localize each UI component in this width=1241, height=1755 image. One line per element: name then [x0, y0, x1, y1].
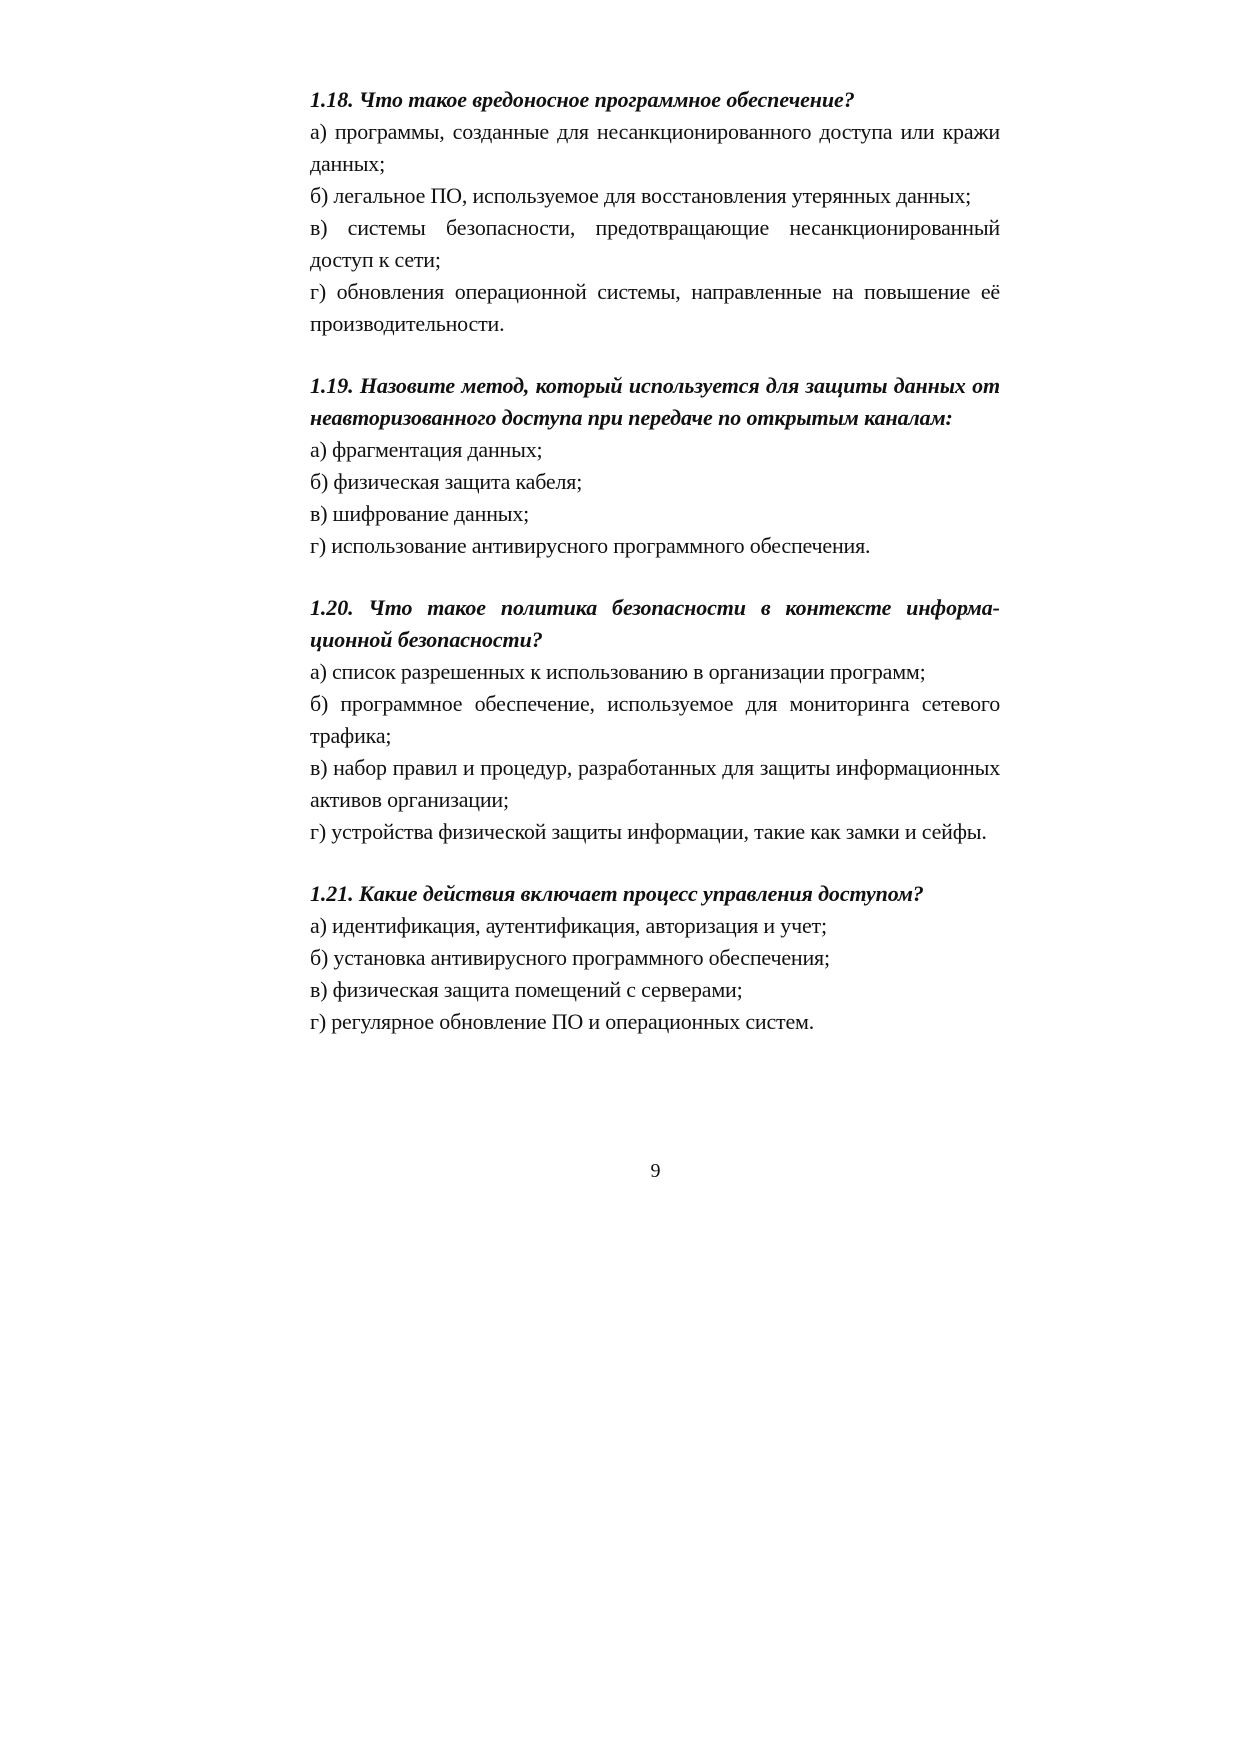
answer-option: в) набор правил и процедур, разработанных для защиты информационных активов организации; [310, 755, 1000, 812]
answer-option: а) фрагментация данных; [310, 437, 543, 462]
answer-option: б) легальное ПО, используемое для восстановления утерянных данных; [310, 183, 972, 208]
page-number: 9 [650, 1160, 661, 1182]
answer-option: г) регулярное обновление ПО и операционных систем. [310, 1009, 815, 1034]
question-1-21 [310, 878, 1000, 1038]
page-content [310, 84, 1000, 1068]
question-1-18 [310, 84, 1000, 340]
answer-option: а) идентификация, аутентификация, авторизация и учет; [310, 913, 827, 938]
question-title: 1.19. Назовите метод, который используется для защиты данных от неавторизованного доступа при передаче по открытым каналам: [310, 373, 1000, 430]
answer-option: в) физическая защита помещений с серверами; [310, 977, 743, 1002]
question-title: 1.18. Что такое вредоносное программное обеспечение? [310, 87, 855, 112]
question-title: 1.20. Что такое политика безопасности в контексте информационной безопасности? [310, 595, 1000, 652]
answer-option: б) установка антивирусного программного обеспечения; [310, 945, 830, 970]
answer-option: б) физическая защита кабеля; [310, 469, 583, 494]
answer-option: б) программное обеспечение, используемое для мониторинга сетевого трафика; [310, 691, 1000, 748]
answer-option: а) список разрешенных к использованию в организации программ; [310, 659, 926, 684]
answer-option: в) системы безопасности, предотвращающие несанкционированный доступ к сети; [310, 215, 1000, 272]
answer-option: г) устройства физической защиты информации, такие как замки и сейфы. [310, 819, 987, 844]
question-1-19 [310, 370, 1000, 562]
answer-option: в) шифрование данных; [310, 501, 530, 526]
question-1-20 [310, 592, 1000, 848]
answer-option: а) программы, созданные для несанкционированного доступа или кражи данных; [310, 119, 1000, 176]
answer-option: г) использование антивирусного программного обеспечения. [310, 533, 871, 558]
answer-option: г) обновления операционной системы, направленные на повышение её производительности. [310, 279, 1000, 336]
question-title: 1.21. Какие действия включает процесс управления доступом? [310, 881, 924, 906]
